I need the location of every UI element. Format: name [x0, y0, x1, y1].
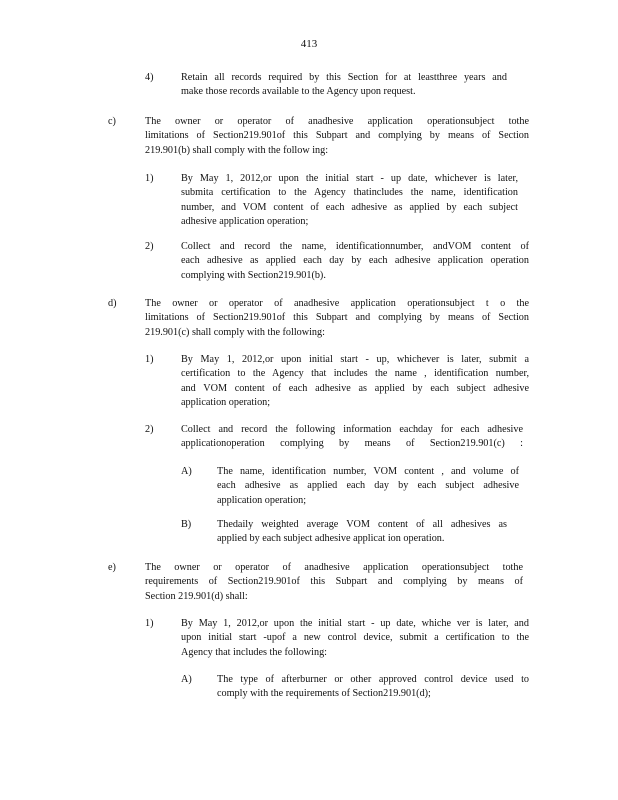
text-line: By May 1, 2012,or upon the initial start - up date, whiche ver is later, and: [181, 618, 529, 629]
text-line: The owner or operator of anadhesive application operationsubject t o the: [145, 298, 529, 309]
item-text: [181, 617, 529, 660]
item-label: d): [108, 298, 117, 309]
text-line: applied by each subject adhesive applicat ion operation.: [217, 533, 445, 545]
text-line: application operation;: [217, 494, 307, 506]
item-label: e): [108, 562, 116, 573]
item-label: c): [108, 116, 116, 127]
text-line: make those records available to the Agency upon request.: [181, 86, 416, 98]
item-label: 1): [145, 173, 154, 184]
item-text: [217, 673, 529, 702]
text-line: requirements of Section219.901of this Subpart and complying by means of: [145, 576, 523, 588]
text-line: Collect and record the following information eachday for each adhesive: [181, 424, 523, 435]
text-line: upon initial start -upof a new control device, submit a certification to the: [181, 632, 529, 644]
item-label: 2): [145, 241, 154, 252]
text-line: Thedaily weighted average VOM content of all adhesives as: [217, 519, 507, 530]
text-line: adhesive application operation;: [181, 215, 309, 227]
item-text: [145, 115, 529, 158]
text-line: application operation;: [181, 396, 271, 408]
text-line: Retain all records required by this Section for at leastthree years and: [181, 72, 507, 83]
text-line: certification to the Agency that includes the name , identification number,: [181, 368, 529, 380]
page-number: 413: [300, 38, 318, 50]
text-line: limitations of Section219.901of this Subpart and complying by means of Section: [145, 130, 529, 142]
text-line: each adhesive as applied each day by each subject adhesive: [217, 480, 519, 492]
item-text: [217, 465, 519, 508]
item-text: [145, 561, 523, 604]
text-line: Agency that includes the following:: [181, 646, 327, 658]
text-line: Section 219.901(d) shall:: [145, 590, 248, 602]
text-line: The owner or operator of anadhesive application operationsubject tothe: [145, 562, 523, 573]
item-label: A): [181, 466, 192, 477]
text-line: By May 1, 2012,or upon the initial start - up date, whichever is later,: [181, 173, 518, 184]
text-line: By May 1, 2012,or upon initial start - up, whichever is later, submit a: [181, 354, 529, 365]
text-line: comply with the requirements of Section219.901(d);: [217, 688, 431, 700]
text-line: The type of afterburner or other approved control device used to: [217, 674, 529, 685]
item-text: [181, 71, 507, 100]
text-line: complying with Section219.901(b).: [181, 269, 326, 281]
item-text: [181, 172, 518, 229]
item-label: 1): [145, 618, 154, 629]
item-label: 1): [145, 354, 154, 365]
item-text: [181, 423, 523, 452]
item-label: B): [181, 519, 192, 530]
text-line: Collect and record the name, identificationnumber, andVOM content of: [181, 241, 529, 252]
text-line: applicationoperation complying by means of Section219.901(c) :: [181, 438, 523, 450]
text-line: each adhesive as applied each day by each adhesive application operation: [181, 255, 529, 267]
item-label: 4): [145, 72, 154, 83]
item-text: [181, 353, 529, 410]
text-line: The name, identification number, VOM content , and volume of: [217, 466, 519, 477]
item-label: 2): [145, 424, 154, 435]
text-line: number, and VOM content of each adhesive as applied by each subject: [181, 201, 518, 213]
item-text: [145, 297, 529, 340]
item-text: [181, 240, 529, 283]
text-line: 219.901(b) shall comply with the follow ing:: [145, 144, 329, 156]
text-line: and VOM content of each adhesive as applied by each subject adhesive: [181, 382, 529, 394]
item-text: [217, 518, 507, 547]
text-line: submita certification to the Agency thatincludes the name, identification: [181, 187, 518, 199]
text-line: 219.901(c) shall comply with the following:: [145, 326, 325, 338]
text-line: The owner or operator of anadhesive application operationsubject tothe: [145, 116, 529, 127]
text-line: limitations of Section219.901of this Subpart and complying by means of Section: [145, 312, 529, 324]
item-label: A): [181, 674, 192, 685]
